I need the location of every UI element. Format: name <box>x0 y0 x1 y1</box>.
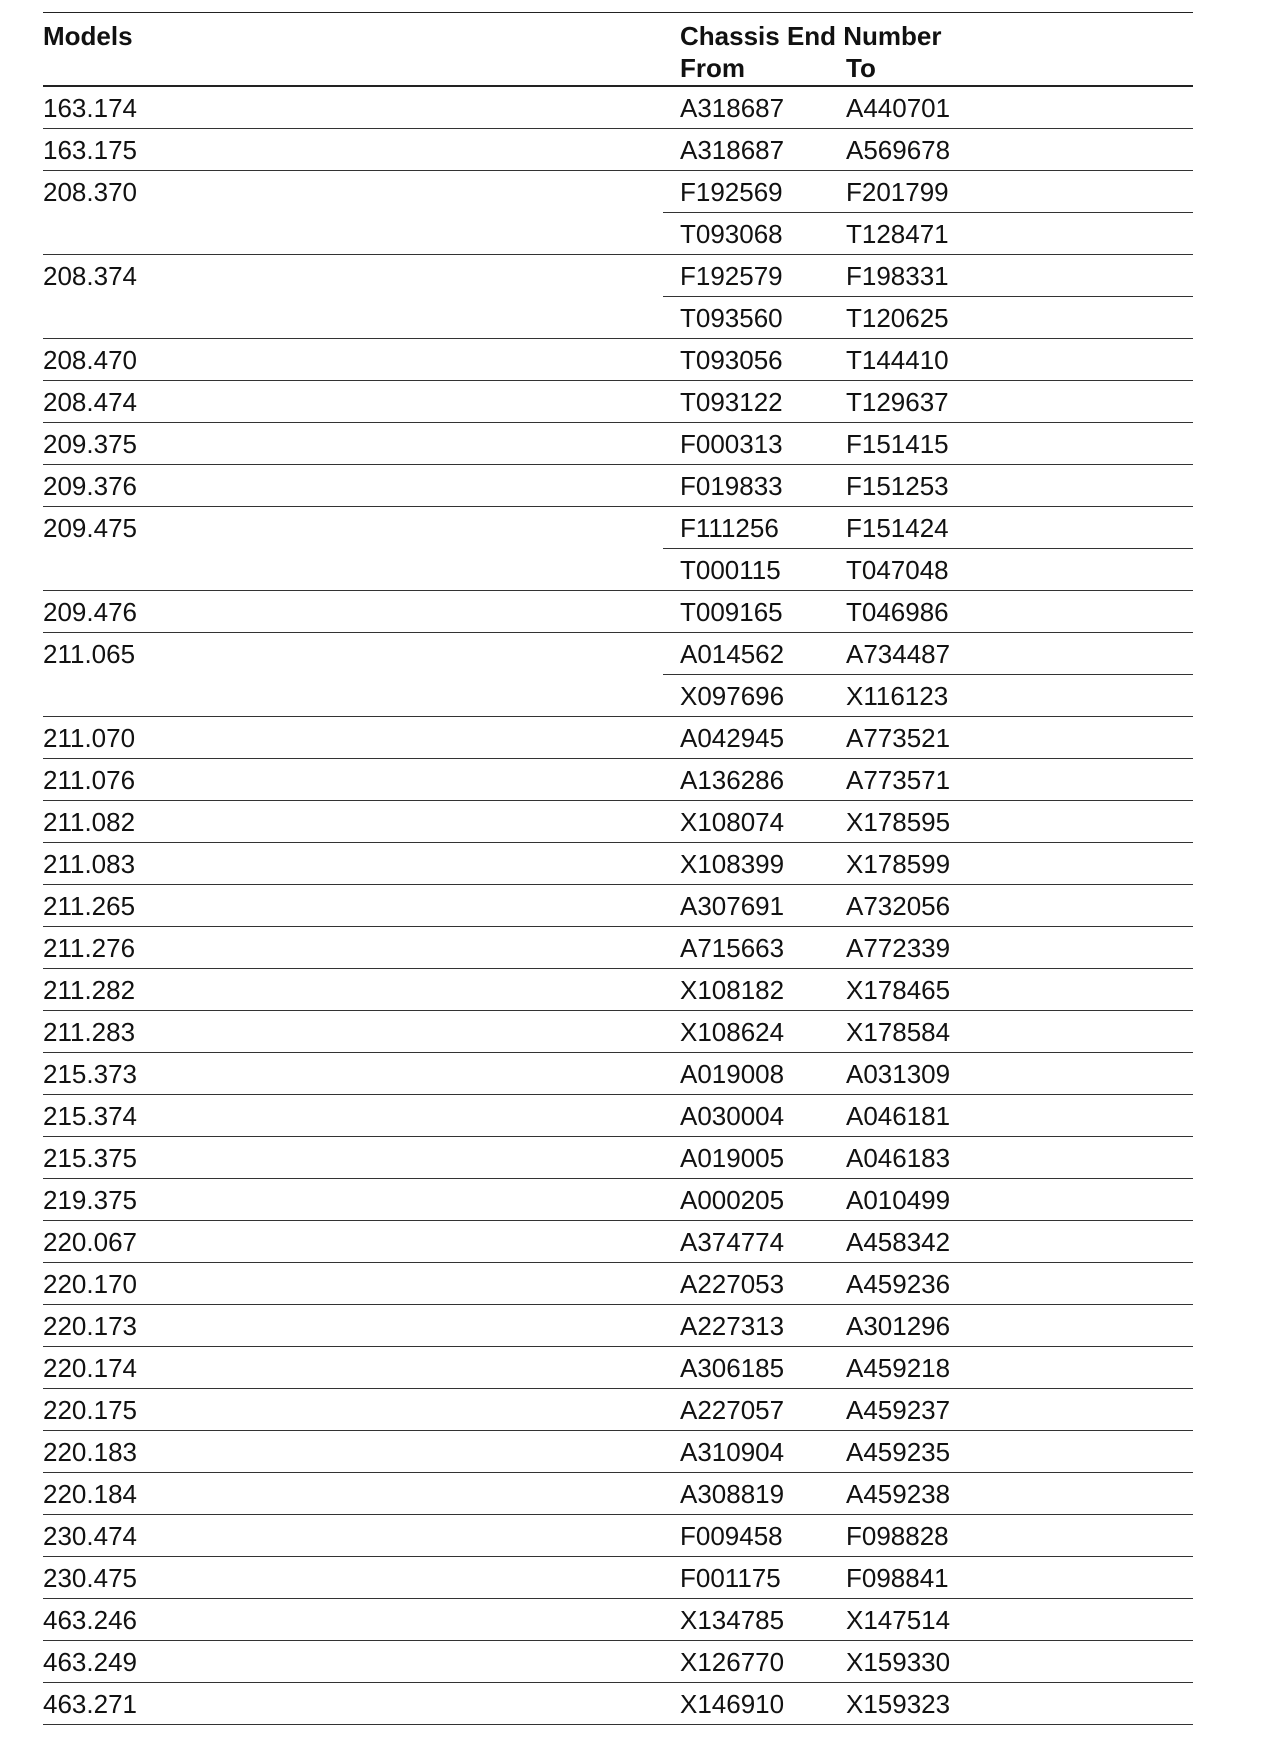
model-cell: 211.282 <box>43 975 136 1005</box>
to-cell: A772339 <box>846 933 951 963</box>
table-row <box>43 717 1193 759</box>
table-row <box>43 1599 1193 1641</box>
model-cell: 220.183 <box>43 1437 137 1467</box>
table-row <box>43 171 1193 213</box>
from-cell: A318687 <box>680 93 785 123</box>
model-cell: 463.246 <box>43 1605 137 1635</box>
table-row <box>43 1179 1193 1221</box>
to-cell: T144410 <box>846 345 949 375</box>
to-cell: X147514 <box>846 1605 951 1635</box>
from-cell: A307691 <box>680 891 785 921</box>
table-row <box>43 1137 1193 1179</box>
from-cell: X108074 <box>680 807 785 837</box>
from-cell: A042945 <box>680 723 785 753</box>
to-cell: A301296 <box>846 1311 951 1341</box>
model-cell: 208.470 <box>43 345 137 375</box>
from-cell: A136286 <box>680 765 785 795</box>
model-cell: 219.375 <box>43 1185 137 1215</box>
model-cell: 211.070 <box>43 723 136 753</box>
to-cell: A773521 <box>846 723 951 753</box>
model-cell: 208.370 <box>43 177 137 207</box>
from-cell: F009458 <box>680 1521 783 1551</box>
from-cell: A227313 <box>680 1311 785 1341</box>
table-row <box>43 675 1193 717</box>
model-cell: 220.170 <box>43 1269 137 1299</box>
table-row <box>43 381 1193 423</box>
from-cell: T093122 <box>680 387 783 417</box>
table-row <box>43 1305 1193 1347</box>
model-cell: 211.082 <box>43 807 136 837</box>
table-row <box>43 591 1193 633</box>
to-cell: X178599 <box>846 849 951 879</box>
to-cell: F098828 <box>846 1521 949 1551</box>
to-cell: A010499 <box>846 1185 951 1215</box>
model-cell: 208.374 <box>43 261 137 291</box>
to-cell: A046181 <box>846 1101 951 1131</box>
table-row <box>43 927 1193 969</box>
table-row <box>43 255 1193 297</box>
from-cell: X108182 <box>680 975 785 1005</box>
model-cell: 220.174 <box>43 1353 137 1383</box>
from-cell: X134785 <box>680 1605 785 1635</box>
to-cell: X178465 <box>846 975 951 1005</box>
model-cell: 220.184 <box>43 1479 137 1509</box>
to-cell: T046986 <box>846 597 949 627</box>
table-row <box>43 465 1193 507</box>
to-cell: A459235 <box>846 1437 951 1467</box>
to-cell: F151415 <box>846 429 949 459</box>
to-cell: T047048 <box>846 555 949 585</box>
table-row <box>43 1053 1193 1095</box>
table-row <box>43 297 1193 339</box>
model-cell: 220.173 <box>43 1311 137 1341</box>
table-row <box>43 969 1193 1011</box>
to-cell: X178584 <box>846 1017 951 1047</box>
table-row <box>43 1095 1193 1137</box>
table-row <box>43 213 1193 255</box>
table-row <box>43 1515 1193 1557</box>
from-cell: A227057 <box>680 1395 785 1425</box>
from-cell: A019005 <box>680 1143 785 1173</box>
table-row <box>43 1557 1193 1599</box>
model-cell: 211.076 <box>43 765 136 795</box>
to-cell: A569678 <box>846 135 951 165</box>
to-cell: A459236 <box>846 1269 951 1299</box>
from-cell: X126770 <box>680 1647 785 1677</box>
model-cell: 230.475 <box>43 1563 137 1593</box>
table-row <box>43 87 1193 129</box>
table-row <box>43 549 1193 591</box>
from-cell: A000205 <box>680 1185 785 1215</box>
model-cell: 230.474 <box>43 1521 137 1551</box>
model-cell: 463.271 <box>43 1689 137 1719</box>
model-cell: 163.175 <box>43 135 137 165</box>
to-cell: X116123 <box>846 681 949 711</box>
from-cell: A308819 <box>680 1479 785 1509</box>
to-cell: T128471 <box>846 219 949 249</box>
to-cell: F098841 <box>846 1563 949 1593</box>
models-header: Models <box>43 21 133 51</box>
to-cell: F151424 <box>846 513 949 543</box>
from-cell: F019833 <box>680 471 783 501</box>
from-cell: A306185 <box>680 1353 785 1383</box>
table-body <box>43 87 1193 1725</box>
table-header <box>43 13 1193 87</box>
model-cell: 215.375 <box>43 1143 137 1173</box>
to-cell: T120625 <box>846 303 949 333</box>
to-cell: A734487 <box>846 639 951 669</box>
table-row <box>43 1263 1193 1305</box>
from-cell: F111256 <box>680 513 779 543</box>
to-cell: A459218 <box>846 1353 951 1383</box>
to-cell: A031309 <box>846 1059 951 1089</box>
to-cell: A458342 <box>846 1227 951 1257</box>
to-cell: X159330 <box>846 1647 951 1677</box>
chassis-table <box>43 12 1193 1725</box>
model-cell: 209.375 <box>43 429 137 459</box>
to-cell: A459238 <box>846 1479 951 1509</box>
from-cell: A030004 <box>680 1101 785 1131</box>
from-cell: A715663 <box>680 933 785 963</box>
table-row <box>43 843 1193 885</box>
table-row <box>43 801 1193 843</box>
to-cell: A773571 <box>846 765 951 795</box>
table-row <box>43 1641 1193 1683</box>
from-cell: X146910 <box>680 1689 785 1719</box>
model-cell: 463.249 <box>43 1647 137 1677</box>
from-cell: T093068 <box>680 219 783 249</box>
model-cell: 215.373 <box>43 1059 137 1089</box>
to-header: To <box>846 53 876 83</box>
to-cell: F151253 <box>846 471 949 501</box>
table-row <box>43 633 1193 675</box>
table-row <box>43 759 1193 801</box>
from-cell: F192579 <box>680 261 783 291</box>
table-row <box>43 423 1193 465</box>
from-cell: A019008 <box>680 1059 785 1089</box>
table-row <box>43 339 1193 381</box>
model-cell: 209.376 <box>43 471 137 501</box>
to-cell: A046183 <box>846 1143 951 1173</box>
chassis-end-number-header: Chassis End Number <box>680 21 942 51</box>
model-cell: 215.374 <box>43 1101 137 1131</box>
from-cell: A014562 <box>680 639 785 669</box>
model-cell: 208.474 <box>43 387 137 417</box>
table-row <box>43 1221 1193 1263</box>
table-row <box>43 507 1193 549</box>
model-cell: 220.067 <box>43 1227 137 1257</box>
model-cell: 211.083 <box>43 849 136 879</box>
from-cell: F000313 <box>680 429 783 459</box>
model-cell: 220.175 <box>43 1395 137 1425</box>
from-cell: A310904 <box>680 1437 785 1467</box>
model-cell: 209.476 <box>43 597 137 627</box>
from-cell: X108624 <box>680 1017 785 1047</box>
from-cell: T093056 <box>680 345 783 375</box>
table-row <box>43 1011 1193 1053</box>
to-cell: A440701 <box>846 93 951 123</box>
to-cell: A732056 <box>846 891 951 921</box>
model-cell: 211.283 <box>43 1017 136 1047</box>
table-row <box>43 1683 1193 1725</box>
from-cell: A374774 <box>680 1227 785 1257</box>
model-cell: 211.065 <box>43 639 136 669</box>
table-row <box>43 1389 1193 1431</box>
table-row <box>43 885 1193 927</box>
from-cell: F192569 <box>680 177 783 207</box>
to-cell: F198331 <box>846 261 949 291</box>
model-cell: 211.265 <box>43 891 136 921</box>
table-row <box>43 1473 1193 1515</box>
to-cell: T129637 <box>846 387 949 417</box>
model-cell: 163.174 <box>43 93 137 123</box>
from-header: From <box>680 53 745 83</box>
from-cell: X108399 <box>680 849 785 879</box>
from-cell: A318687 <box>680 135 785 165</box>
to-cell: X178595 <box>846 807 951 837</box>
to-cell: A459237 <box>846 1395 951 1425</box>
to-cell: X159323 <box>846 1689 951 1719</box>
model-cell: 209.475 <box>43 513 137 543</box>
from-cell: T093560 <box>680 303 783 333</box>
from-cell: F001175 <box>680 1563 781 1593</box>
to-cell: F201799 <box>846 177 949 207</box>
from-cell: A227053 <box>680 1269 785 1299</box>
from-cell: T000115 <box>680 555 781 585</box>
table-row <box>43 129 1193 171</box>
model-cell: 211.276 <box>43 933 136 963</box>
table-row <box>43 1347 1193 1389</box>
table-row <box>43 1431 1193 1473</box>
from-cell: X097696 <box>680 681 785 711</box>
from-cell: T009165 <box>680 597 783 627</box>
